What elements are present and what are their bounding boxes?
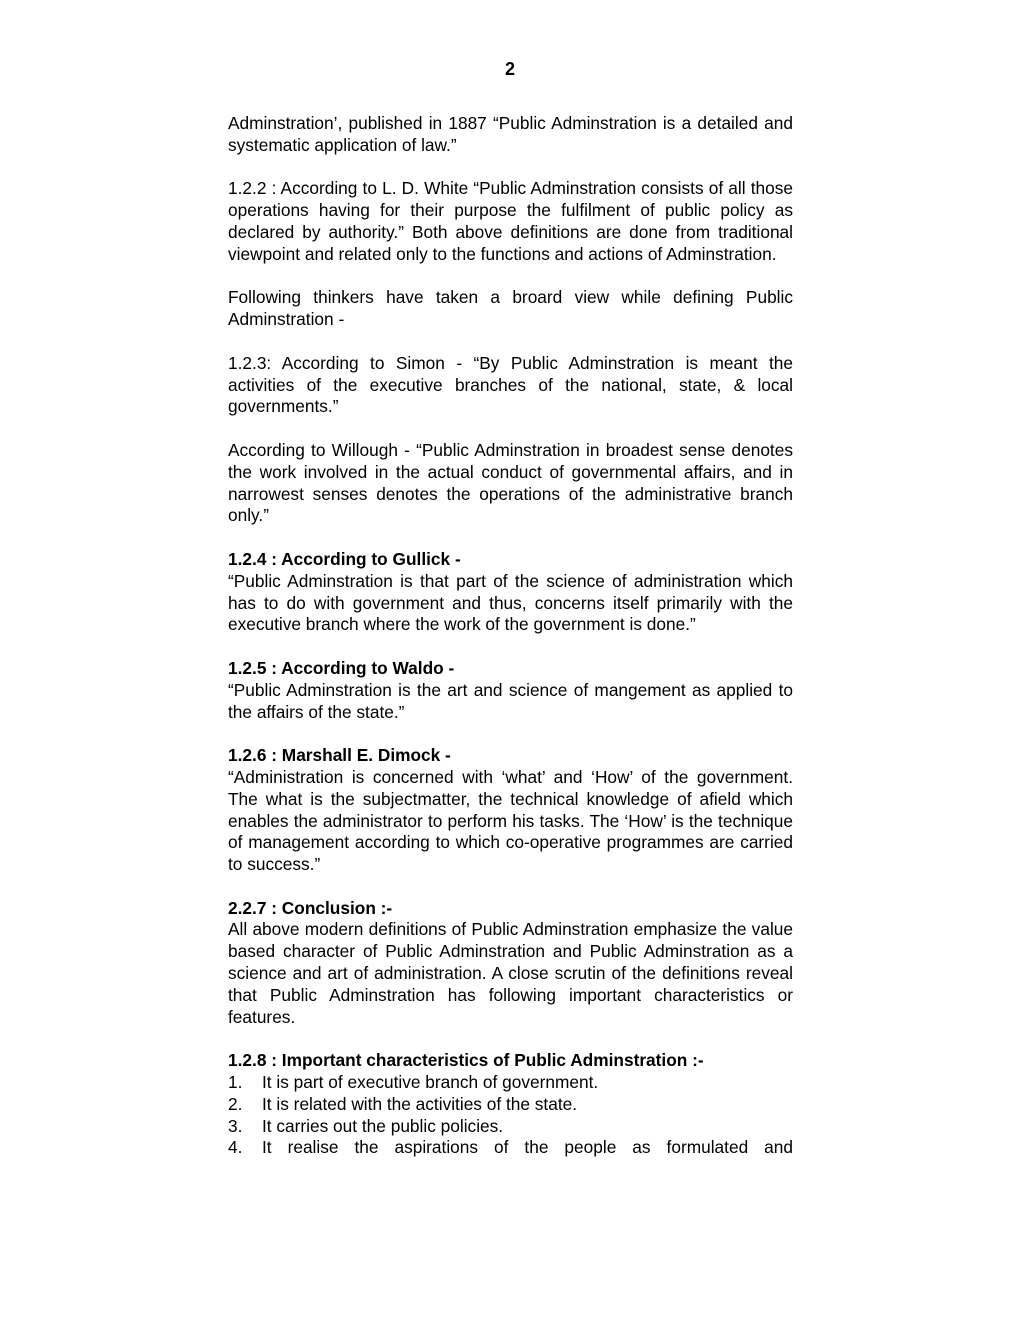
- section-body: “Public Adminstration is that part of the science of administration which has to do with government and thus, concerns itself primarily with the executive branch where the work of the government is done.”: [228, 570, 793, 635]
- section-body: “Public Adminstration is the art and science of mangement as applied to the affairs of the state.”: [228, 679, 793, 722]
- list-item-text: It is related with the activities of the state.: [262, 1093, 578, 1114]
- section-heading: 1.2.8 : Important characteristics of Public Adminstration :-: [228, 1050, 704, 1071]
- list-item: [228, 1072, 793, 1094]
- list-item: [228, 1116, 793, 1138]
- section-waldo: [228, 658, 793, 723]
- section-dimock: [228, 745, 793, 876]
- list-item: [228, 1094, 793, 1116]
- paragraph-broad-view: Following thinkers have taken a broard view while defining Public Adminstration -: [228, 287, 793, 330]
- section-body: All above modern definitions of Public Adminstration emphasize the value based character of Public Adminstration and Public Adminstration as a science and art of administration. A close scrutin of the definitions reveal that Public Adminstration has following important characteristics or features.: [228, 919, 793, 1027]
- paragraph-intro: Adminstration’, published in 1887 “Public Adminstration is a detailed and systematic application of law.”: [228, 113, 793, 155]
- paragraph-simon-definition: 1.2.3: According to Simon - “By Public Adminstration is meant the activities of the executive branches of the national, state, & local governments.”: [228, 352, 793, 417]
- section-heading: 1.2.4 : According to Gullick -: [228, 548, 461, 569]
- section-heading: 1.2.5 : According to Waldo -: [228, 657, 455, 678]
- section-conclusion: [228, 898, 793, 1029]
- list-item-number: 4.: [228, 1137, 243, 1158]
- section-gullick: [228, 549, 793, 636]
- section-body: “Administration is concerned with ‘what’ and ‘How’ of the government. The what is the subjectmatter, the technical knowledge of afield which enables the administrator to perform his tasks. The ‘How’ is the technique of management according to which co-operative programmes are carried to success.”: [228, 766, 793, 875]
- list-item-text: It is part of executive branch of government.: [262, 1072, 599, 1093]
- page-number: 2: [504, 59, 515, 79]
- list-item-number: 3.: [228, 1115, 243, 1136]
- paragraph-white-definition: 1.2.2 : According to L. D. White “Public Adminstration consists of all those operations having for their purpose the fulfilment of public policy as declared by authority.” Both above definitions are done from traditional viewpoint and related only to the functions and actions of Adminstration.: [228, 178, 793, 264]
- paragraph-willough-definition: According to Willough - “Public Adminstration in broadest sense denotes the work involved in the actual conduct of governmental affairs, and in narrowest senses denotes the operations of the administrative branch only.”: [228, 439, 793, 526]
- list-item-text: It realise the aspirations of the people as formulated and: [262, 1137, 793, 1158]
- document-body: [228, 113, 793, 1159]
- list-item-number: 1.: [228, 1072, 243, 1093]
- section-heading: 1.2.6 : Marshall E. Dimock -: [228, 745, 451, 766]
- list-item-text: It carries out the public policies.: [262, 1115, 504, 1136]
- section-characteristics: [228, 1050, 793, 1159]
- list-item-number: 2.: [228, 1093, 243, 1114]
- section-heading: 2.2.7 : Conclusion :-: [228, 897, 393, 918]
- list-item: [228, 1137, 793, 1159]
- characteristics-list: [228, 1072, 793, 1159]
